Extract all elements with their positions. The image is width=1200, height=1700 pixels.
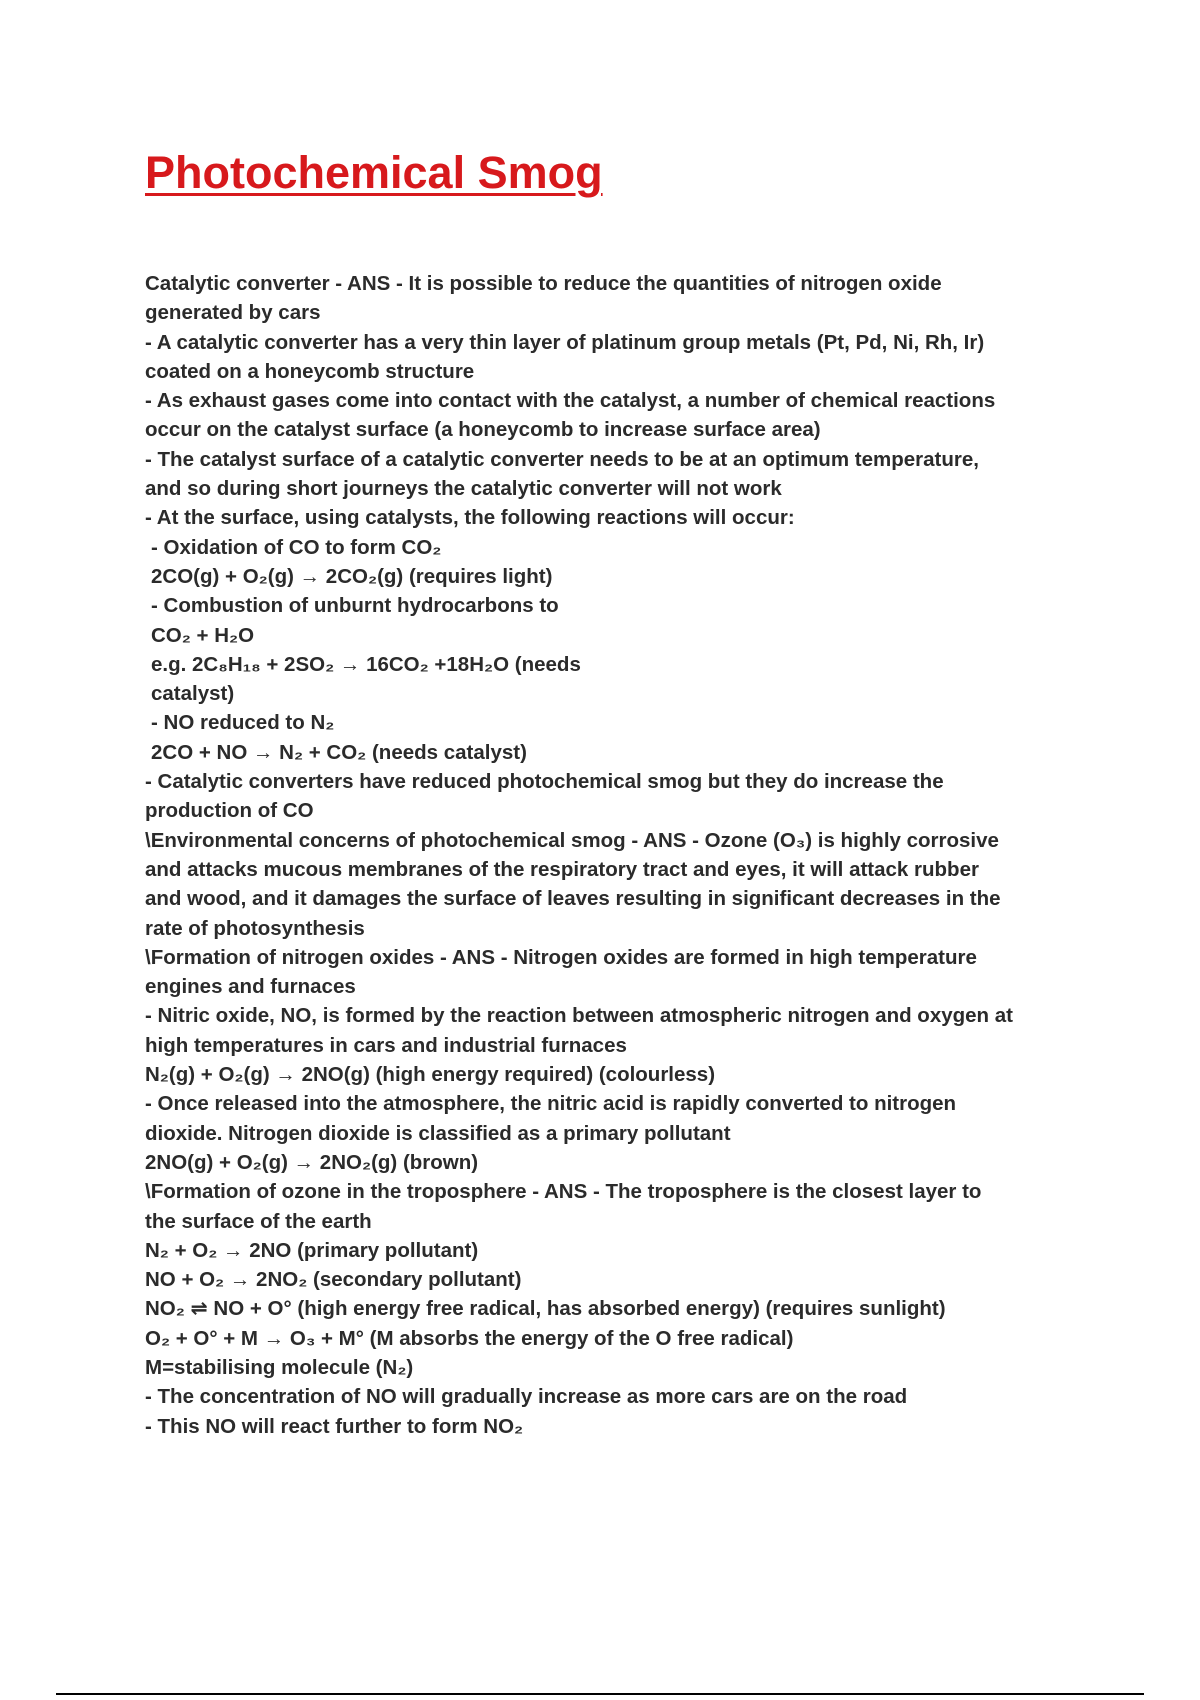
document-body bbox=[145, 269, 1105, 1441]
text-line: - Once released into the atmosphere, the nitric acid is rapidly converted to nitrogen bbox=[145, 1092, 957, 1116]
text-line: - Combustion of unburnt hydrocarbons to bbox=[151, 594, 559, 618]
text-line: - Oxidation of CO to form CO₂ bbox=[151, 535, 442, 559]
text-line: - A catalytic converter has a very thin layer of platinum group metals (Pt, Pd, Ni, Rh, Ir) bbox=[145, 330, 985, 354]
text-line: and wood, and it damages the surface of leaves resulting in significant decreases in the bbox=[145, 887, 1001, 911]
text-line: NO₂ ⇌ NO + O° (high energy free radical, has absorbed energy) (requires sunlight) bbox=[145, 1297, 946, 1321]
text-line: - As exhaust gases come into contact with the catalyst, a number of chemical reactions bbox=[145, 389, 996, 413]
text-line: \Formation of nitrogen oxides - ANS - Nitrogen oxides are formed in high temperature bbox=[145, 945, 977, 969]
text-line: O₂ + O° + M → O₃ + M° (M absorbs the energy of the O free radical) bbox=[145, 1326, 794, 1350]
text-line: 2NO(g) + O₂(g) → 2NO₂(g) (brown) bbox=[145, 1150, 479, 1174]
text-line: 2CO + NO → N₂ + CO₂ (needs catalyst) bbox=[151, 740, 527, 764]
text-line: N₂(g) + O₂(g) → 2NO(g) (high energy required) (colourless) bbox=[145, 1063, 716, 1087]
bottom-divider bbox=[56, 1693, 1144, 1695]
text-line: - Catalytic converters have reduced photochemical smog but they do increase the bbox=[145, 770, 944, 794]
text-line: \Environmental concerns of photochemical smog - ANS - Ozone (O₃) is highly corrosive bbox=[145, 828, 999, 852]
text-line: and so during short journeys the catalytic converter will not work bbox=[145, 477, 782, 501]
text-line: - The catalyst surface of a catalytic converter needs to be at an optimum temperature, bbox=[145, 447, 979, 471]
text-line: - The concentration of NO will gradually increase as more cars are on the road bbox=[145, 1385, 908, 1409]
text-line: coated on a honeycomb structure bbox=[145, 359, 475, 383]
text-line: occur on the catalyst surface (a honeycomb to increase surface area) bbox=[145, 418, 821, 442]
text-line: NO + O₂ → 2NO₂ (secondary pollutant) bbox=[145, 1268, 522, 1292]
text-line: - Nitric oxide, NO, is formed by the reaction between atmospheric nitrogen and oxygen at bbox=[145, 1004, 1013, 1028]
text-line: production of CO bbox=[145, 799, 314, 823]
text-line: and attacks mucous membranes of the respiratory tract and eyes, it will attack rubber bbox=[145, 857, 979, 881]
text-line: 2CO(g) + O₂(g) → 2CO₂(g) (requires light) bbox=[151, 564, 553, 588]
page-title: Photochemical Smog bbox=[145, 147, 603, 198]
text-line: catalyst) bbox=[151, 682, 235, 706]
text-line: e.g. 2C₈H₁₈ + 2SO₂ → 16CO₂ +18H₂O (needs bbox=[151, 652, 581, 676]
text-line: - NO reduced to N₂ bbox=[151, 711, 335, 735]
text-line: - This NO will react further to form NO₂ bbox=[145, 1414, 524, 1438]
text-line: N₂ + O₂ → 2NO (primary pollutant) bbox=[145, 1238, 479, 1262]
text-line: M=stabilising molecule (N₂) bbox=[145, 1355, 414, 1379]
text-line: generated by cars bbox=[145, 301, 321, 325]
text-line: - At the surface, using catalysts, the following reactions will occur: bbox=[145, 506, 795, 530]
text-line: dioxide. Nitrogen dioxide is classified as a primary pollutant bbox=[145, 1121, 731, 1145]
text-line: the surface of the earth bbox=[145, 1209, 372, 1233]
text-line: Catalytic converter - ANS - It is possible to reduce the quantities of nitrogen oxide bbox=[145, 272, 942, 295]
text-line: CO₂ + H₂O bbox=[151, 623, 255, 647]
text-line: engines and furnaces bbox=[145, 975, 356, 999]
text-line: rate of photosynthesis bbox=[145, 916, 365, 940]
text-line: high temperatures in cars and industrial furnaces bbox=[145, 1033, 627, 1057]
text-line: \Formation of ozone in the troposphere - ANS - The troposphere is the closest layer to bbox=[145, 1180, 982, 1204]
